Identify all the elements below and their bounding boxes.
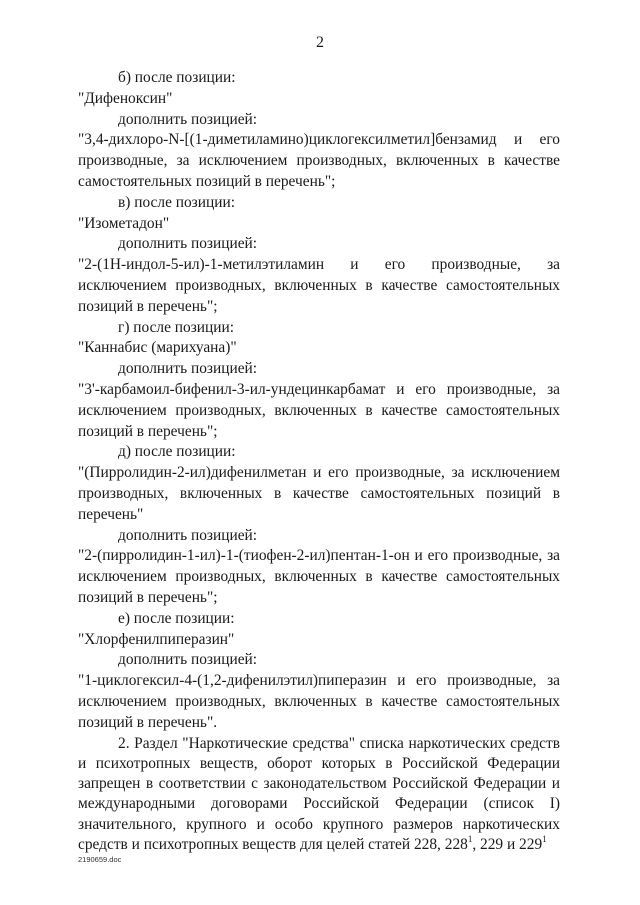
added-position: "3,4-дихлоро-N-[(1-диметиламино)циклогексилметил]бензамид и его производные, за исключением производных, включенных в качестве самостоятельных позиций в перечень"; — [78, 131, 560, 190]
section-2-text-mid: , 229 и 229 — [472, 835, 543, 853]
instruction-text: дополнить позицией: — [118, 110, 258, 128]
added-position: "2-(1Н-индол-5-ил)-1-метилэтиламин и его производные, за исключением производных, включенных в качестве самостоятельных позиций в перечень"; — [78, 256, 560, 315]
added-position: "2-(пирролидин-1-ил)-1-(тиофен-2-ил)пентан-1-он и его производные, за исключением производных, включенных в качестве самостоятельных позиций в перечень"; — [78, 547, 560, 606]
added-position: "3'-карбамоил-бифенил-3-ил-ундецинкарбамат и его производные, за исключением производных, включенных в качестве самостоятельных позиций в перечень"; — [78, 380, 560, 440]
file-name-footer: 2190659.doc — [78, 855, 122, 864]
list-item-label: в) после позиции: — [118, 193, 235, 211]
list-item-label: г) после позиции: — [118, 318, 235, 336]
list-item-label: д) после позиции: — [118, 443, 236, 461]
quoted-position: "Изометадон" — [78, 214, 170, 232]
instruction-text: дополнить позицией: — [118, 235, 258, 253]
instruction-text: дополнить позицией: — [118, 526, 258, 544]
superscript: 1 — [542, 833, 547, 844]
page-number: 2 — [316, 34, 324, 51]
document-body — [78, 68, 560, 855]
quoted-position: "Хлорфенилпиперазин" — [78, 630, 235, 648]
instruction-text: дополнить позицией: — [118, 360, 258, 378]
section-2-text: 2. Раздел "Наркотические средства" списка наркотических средств и психотропных веществ, оборот которых в Российской Федерации запрещен в соответствии с законодательством Российской Федерации и международными договорами Российской Федерации (список I) значительного, крупного и особо крупного размеров наркотических средств и психотропных веществ для целей статей 228, 228 — [78, 734, 560, 853]
instruction-text: дополнить позицией: — [118, 651, 258, 669]
quoted-position: "Каннабис (марихуана)" — [78, 339, 237, 357]
section-2-paragraph — [78, 734, 560, 856]
added-position: "1-циклогексил-4-(1,2-дифенилэтил)пиперазин и его производные, за исключением производных, включенных в качестве самостоятельных позиций в перечень". — [78, 672, 560, 731]
quoted-position: "(Пирролидин-2-ил)дифенилметан и его производные, за исключением производных, включенных в качестве самостоятельных позиций в перечень" — [78, 464, 560, 523]
superscript: 1 — [467, 833, 473, 844]
list-item-label: е) после позиции: — [118, 609, 235, 627]
list-item-label: б) после позиции: — [118, 69, 236, 86]
quoted-position: "Дифеноксин" — [78, 89, 173, 107]
